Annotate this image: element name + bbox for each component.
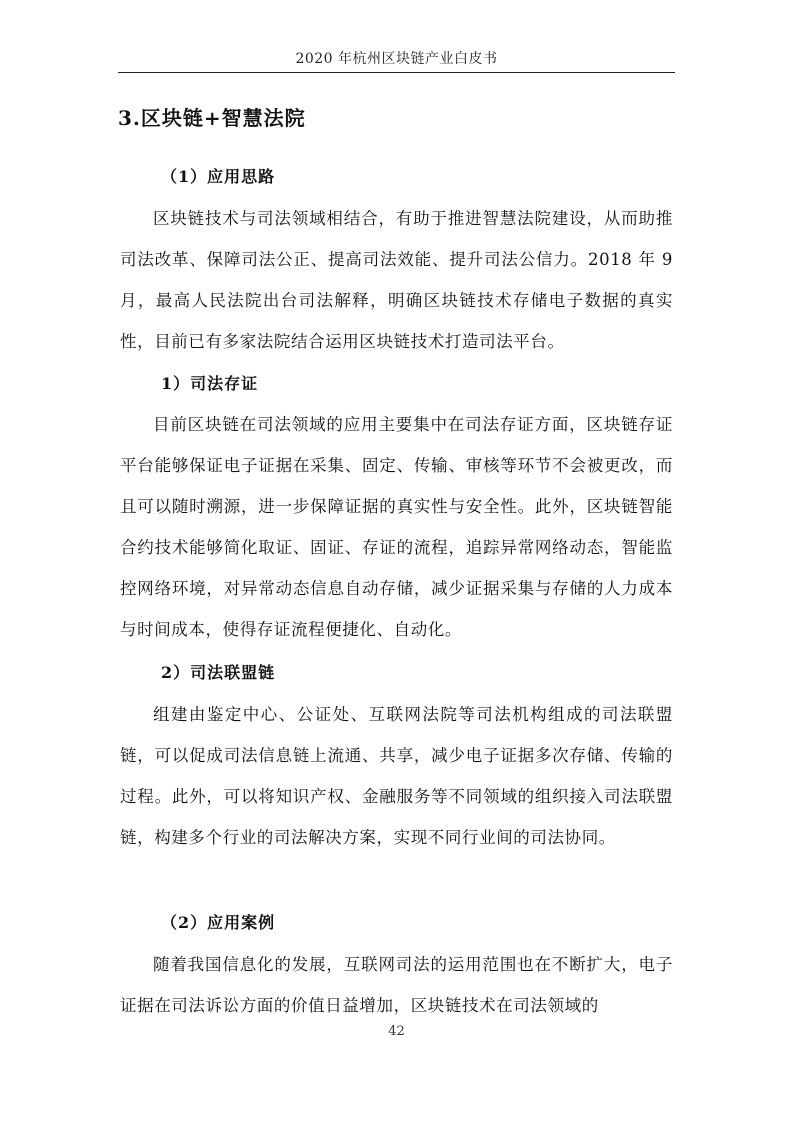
subsection-heading-application-cases: （2）应用案例 (161, 913, 276, 932)
running-header: 2020 年杭州区块链产业白皮书 (295, 51, 498, 67)
header-divider (118, 72, 675, 73)
subsection-heading-application-approach: （1）应用思路 (161, 167, 276, 186)
paragraph-judicial-evidence: 目前区块链在司法领域的应用主要集中在司法存证方面，区块链存证平台能够保证电子证据在采集、固定、传输、审核等环节不会被更改，而且可以随时溯源，进一步保障证据的真实性与安全性。此外，区块链智能合约技术能够简化取证、固证、存证的流程，追踪异常网络动态，智能监控网络环境，对异常动态信息自动存储，减少证据采集与存储的人力成本与时间成本，使得存证流程便捷化、自动化。 (120, 415, 673, 639)
page-number: 42 (388, 1024, 405, 1039)
paragraph-judicial-alliance-chain: 组建由鉴定中心、公证处、互联网法院等司法机构组成的司法联盟链，可以促成司法信息链上流通、共享，减少电子证据多次存储、传输的过程。此外，可以将知识产权、金融服务等不同领域的组织接入司法联盟链，构建多个行业的司法解决方案，实现不同行业间的司法协同。 (120, 705, 673, 847)
subsection-heading-judicial-evidence: 1）司法存证 (161, 374, 259, 393)
section-title: 3.区块链+智慧法院 (118, 106, 306, 130)
paragraph-application-approach: 区块链技术与司法领域相结合，有助于推进智慧法院建设，从而助推司法改革、保障司法公正、提高司法效能、提升司法公信力。2018 年 9 月，最高人民法院出台司法解释，明确区块链技术存储电子数据的真实性，目前已有多家法院结合运用区块链技术打造司法平台。 (120, 209, 673, 351)
subsection-heading-judicial-alliance-chain: 2）司法联盟链 (161, 663, 276, 682)
paragraph-application-cases: 随着我国信息化的发展，互联网司法的运用范围也在不断扩大，电子证据在司法诉讼方面的价值日益增加，区块链技术在司法领域的 (120, 955, 673, 1015)
